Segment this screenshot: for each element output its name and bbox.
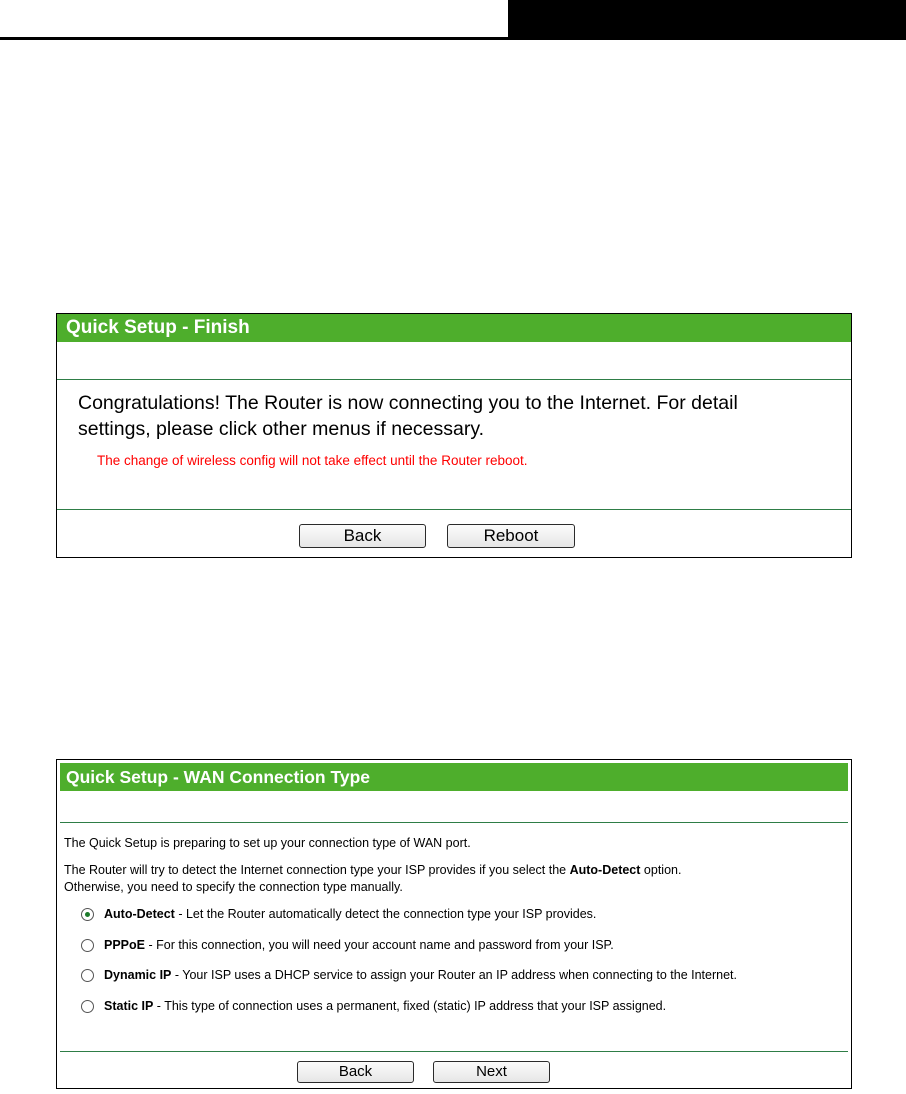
header-black-block <box>508 0 906 40</box>
option-label <box>104 938 614 952</box>
detect-text-suffix: option. <box>640 863 682 877</box>
divider <box>60 1051 848 1052</box>
option-name: Dynamic IP <box>104 968 172 982</box>
congrats-line-2: settings, please click other menus if necessary. <box>78 418 485 440</box>
radio-static-ip[interactable] <box>81 1000 94 1013</box>
panel-title: Quick Setup - WAN Connection Type <box>60 763 848 791</box>
radio-pppoe[interactable] <box>81 939 94 952</box>
option-name: PPPoE <box>104 938 145 952</box>
option-desc: - Your ISP uses a DHCP service to assign your Router an IP address when connecting to the Internet. <box>171 968 737 982</box>
quick-setup-finish-panel <box>56 313 852 558</box>
detect-text-bold: Auto-Detect <box>569 863 641 877</box>
next-button[interactable]: Next <box>433 1061 550 1083</box>
option-desc: - Let the Router automatically detect the connection type your ISP provides. <box>174 907 597 921</box>
intro-text: The Quick Setup is preparing to set up your connection type of WAN port. <box>64 836 471 850</box>
header-rule <box>0 37 508 40</box>
back-button[interactable]: Back <box>299 524 426 548</box>
option-label <box>104 968 737 982</box>
option-name: Static IP <box>104 999 154 1013</box>
option-name: Auto-Detect <box>104 907 175 921</box>
radio-dynamic-ip[interactable] <box>81 969 94 982</box>
congratulations-message <box>78 390 838 442</box>
radio-auto-detect[interactable] <box>81 908 94 921</box>
option-static-ip[interactable] <box>81 999 666 1013</box>
option-label <box>104 907 596 921</box>
wan-connection-type-panel <box>56 759 852 1089</box>
panel-title: Quick Setup - Finish <box>57 314 851 342</box>
option-label <box>104 999 666 1013</box>
option-desc: - For this connection, you will need your account name and password from your ISP. <box>145 938 614 952</box>
reboot-button[interactable]: Reboot <box>447 524 575 548</box>
detect-text <box>64 862 681 879</box>
divider <box>60 822 848 823</box>
divider <box>57 379 851 380</box>
option-desc: - This type of connection uses a permanent, fixed (static) IP address that your ISP assigned. <box>153 999 667 1013</box>
back-button[interactable]: Back <box>297 1061 414 1083</box>
congrats-line-1: Congratulations! The Router is now connecting you to the Internet. For detail <box>78 392 738 414</box>
detect-text-prefix: The Router will try to detect the Internet connection type your ISP provides if you select the <box>64 863 570 877</box>
divider <box>57 509 851 510</box>
option-dynamic-ip[interactable] <box>81 968 737 982</box>
option-pppoe[interactable] <box>81 938 614 952</box>
otherwise-text: Otherwise, you need to specify the connection type manually. <box>64 880 403 894</box>
reboot-warning: The change of wireless config will not take effect until the Router reboot. <box>97 453 528 468</box>
option-auto-detect[interactable] <box>81 907 596 921</box>
